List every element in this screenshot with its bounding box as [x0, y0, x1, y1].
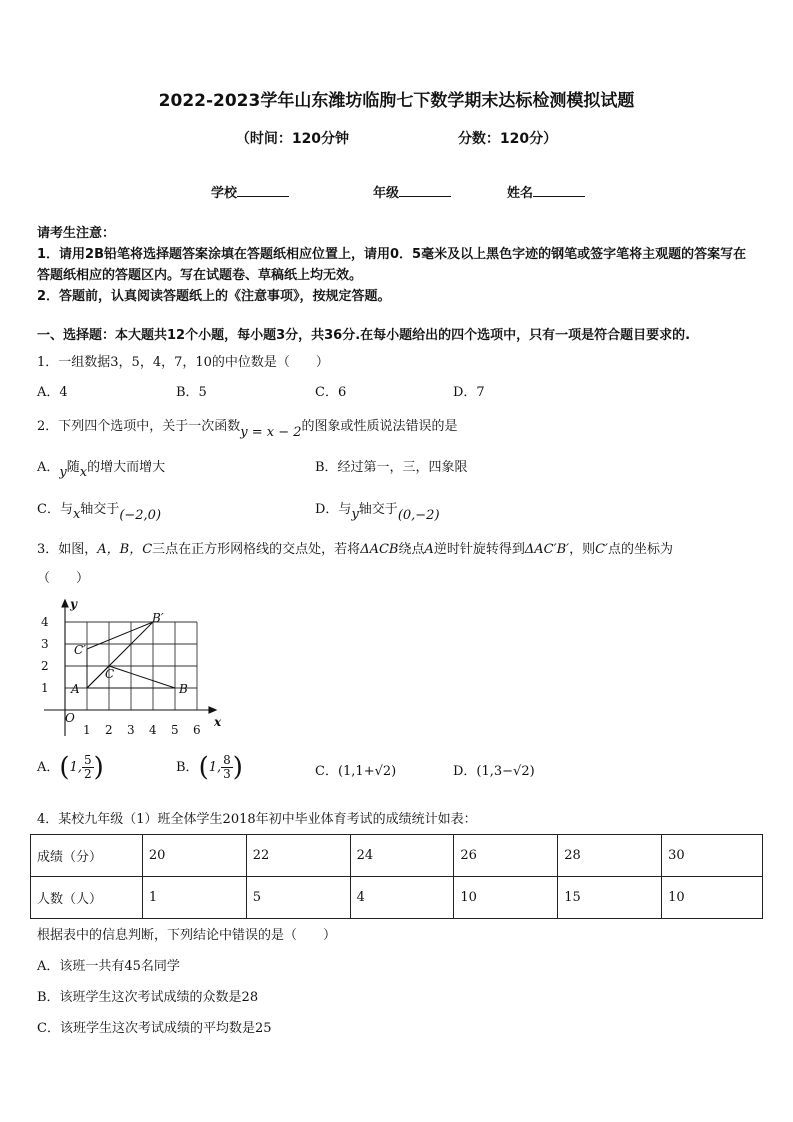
- exam-score: 分数：120分）: [457, 131, 558, 147]
- section-1-heading: 一、选择题：本大题共12个小题，每小题3分，共36分.在每小题给出的四个选项中，只有一项是符合题目要求的.: [37, 328, 691, 343]
- q3-stem-part-e: ，则: [569, 542, 596, 557]
- q2-d-mid: 轴交于: [358, 502, 398, 517]
- notice-line-1: 1．请用2B铅笔将选择题答案涂填在答题纸相应位置上，请用0．5毫米及以上黑色字迹的钢笔或签字笔将主观题的答案写在答题纸相应的答题区内。写在试题卷、草稿纸上均无效。: [37, 247, 747, 283]
- q3-x-tick-3: 3: [127, 723, 135, 737]
- q3-x-tick-5: 5: [171, 723, 179, 737]
- q2-option-c: [37, 500, 162, 523]
- q4-score-table: [30, 834, 763, 919]
- q3-vars-abc: A，B，C: [97, 542, 153, 557]
- table-cell: 1: [142, 877, 246, 919]
- q2-d-prefix: D．与: [315, 502, 352, 517]
- table-cell: 20: [142, 835, 246, 877]
- q3-a-int: 1,: [69, 760, 82, 775]
- q4-stem: 4．某校九年级（1）班全体学生2018年初中毕业体育考试的成绩统计如表：: [37, 812, 477, 827]
- q2-option-d: [315, 500, 440, 523]
- q3-labels: [41, 597, 222, 737]
- q3-point-c2-label: C′: [74, 643, 86, 657]
- table-cell: 成绩（分）: [31, 835, 143, 877]
- q2-function: y = x − 2: [240, 425, 302, 440]
- q3-x-tick-1: 1: [83, 723, 91, 737]
- q3-y-tick-2: 2: [41, 659, 49, 673]
- q3-grid-figure: [38, 596, 228, 742]
- q3-a-label: A．: [37, 760, 60, 775]
- notice-block: [37, 223, 759, 307]
- table-cell: 26: [454, 835, 558, 877]
- q3-triangle-ac2b2: ΔAC′B′: [524, 542, 570, 557]
- q3-a-denominator: 2: [83, 767, 92, 781]
- q3-triangle-acb: ΔACB: [360, 542, 399, 557]
- q3-point-b2-label: B′: [152, 611, 164, 625]
- q3-stem-part-f: 点的坐标为: [608, 542, 674, 557]
- table-row-score: [31, 835, 763, 877]
- q3-y-tick-3: 3: [41, 637, 49, 651]
- q3-y-tick-1: 1: [41, 681, 49, 695]
- table-cell: 人数（人）: [31, 877, 143, 919]
- q3-stem-part-d: 逆时针旋转得到: [433, 542, 525, 557]
- q3-stem-line-1: [37, 540, 673, 560]
- table-cell: 10: [662, 877, 763, 919]
- q2-c-point: (−2,0): [119, 508, 162, 523]
- q2-stem: [37, 417, 458, 440]
- q1-option-d: D．7: [453, 385, 485, 400]
- q3-b-numerator: 8: [223, 753, 231, 767]
- q3-origin-label: O: [65, 711, 75, 725]
- q2-d-var: y: [351, 507, 359, 522]
- school-label: 学校: [211, 186, 238, 201]
- q3-stem-line-2: （ ）: [37, 571, 90, 586]
- q3-stem-part-a: 3．如图，: [37, 542, 98, 557]
- table-row-count: [31, 877, 763, 919]
- q4-option-c: C．该班学生这次考试成绩的平均数是25: [37, 1021, 272, 1036]
- table-cell: 30: [662, 835, 763, 877]
- name-label: 姓名: [507, 186, 534, 201]
- q2-d-point: (0,−2): [397, 508, 440, 523]
- q3-point-a-label: A: [71, 682, 80, 696]
- q3-y-axis-label: y: [70, 597, 77, 611]
- exam-title: 2022-2023学年山东潍坊临朐七下数学期末达标检测模拟试题: [158, 91, 635, 111]
- q4-option-b: B．该班学生这次考试成绩的众数是28: [37, 990, 259, 1005]
- table-cell: 28: [558, 835, 662, 877]
- q3-y-tick-4: 4: [41, 615, 49, 629]
- q2-c-var: x: [72, 507, 81, 522]
- q2-a-suffix: 的增大而增大: [87, 460, 166, 475]
- grade-blank: [399, 183, 451, 197]
- q3-option-c: C．(1,1+√2): [315, 764, 397, 779]
- notice-line-2: 2．答题前，认真阅读答题纸上的《注意事项》，按规定答题。: [37, 289, 391, 304]
- exam-subtitle: [0, 128, 793, 148]
- q2-stem-before: 2．下列四个选项中，关于一次函数: [37, 419, 241, 434]
- q3-b-fraction: [221, 754, 233, 781]
- q3-x-tick-4: 4: [149, 723, 157, 737]
- grade-label: 年级: [373, 186, 400, 201]
- q2-option-b: B．经过第一，三，四象限: [315, 460, 468, 475]
- table-cell: 24: [350, 835, 454, 877]
- q3-stem-part-b: 三点在正方形网格线的交点处，若将: [152, 542, 361, 557]
- q2-a-mid: 随: [66, 460, 80, 475]
- q3-x-axis-label: x: [214, 715, 222, 729]
- grade-field: [373, 182, 451, 201]
- q1-stem: 1．一组数据3，5，4，7，10的中位数是（ ）: [37, 355, 329, 370]
- q3-x-tick-2: 2: [105, 723, 113, 737]
- q2-c-mid: 轴交于: [80, 502, 120, 517]
- q3-a-numerator: 5: [83, 753, 92, 767]
- q1-option-b: B．5: [176, 385, 207, 400]
- q2-a-prefix: A．: [37, 460, 60, 475]
- q3-option-b: B．(1, $\frac{8}{3}$ ): [176, 752, 243, 783]
- q3-point-c-label: C: [105, 667, 115, 681]
- q3-x-tick-6: 6: [193, 723, 201, 737]
- q3-grid-lines: [65, 622, 197, 710]
- q1-option-c: C．6: [315, 385, 347, 400]
- q2-a-var-y: y: [59, 465, 67, 480]
- q3-point-c2: C′: [595, 542, 608, 557]
- school-blank: [237, 183, 289, 197]
- school-field: [211, 182, 289, 201]
- q4-option-a: A．该班一共有45名同学: [37, 959, 180, 974]
- q2-option-a: [37, 458, 165, 478]
- table-cell: 4: [350, 877, 454, 919]
- name-field: [507, 182, 585, 201]
- q4-follow: 根据表中的信息判断，下列结论中错误的是（ ）: [37, 928, 337, 943]
- table-cell: 5: [246, 877, 350, 919]
- q2-stem-after: 的图象或性质说法错误的是: [301, 419, 458, 434]
- exam-time: （时间：120分钟: [235, 131, 350, 147]
- q3-option-a: A．(1, $\frac{5}{2}$ ): [37, 752, 104, 783]
- name-blank: [533, 183, 585, 197]
- table-cell: 15: [558, 877, 662, 919]
- q3-point-a: A: [424, 542, 434, 557]
- q3-b-int: 1,: [208, 760, 222, 775]
- q1-option-a: A．4: [37, 385, 68, 400]
- q2-c-prefix: C．与: [37, 502, 73, 517]
- q3-b-label: B．: [176, 760, 199, 775]
- q3-a-fraction: [82, 754, 94, 781]
- q3-b-denominator: 3: [223, 767, 231, 781]
- notice-heading: 请考生注意：: [37, 226, 116, 241]
- q2-a-var-x: x: [79, 465, 88, 480]
- table-cell: 10: [454, 877, 558, 919]
- table-cell: 22: [246, 835, 350, 877]
- q3-option-d: D．(1,3−√2): [453, 764, 535, 779]
- q3-point-b-label: B: [179, 682, 188, 696]
- q3-stem-part-c: 绕点: [398, 542, 425, 557]
